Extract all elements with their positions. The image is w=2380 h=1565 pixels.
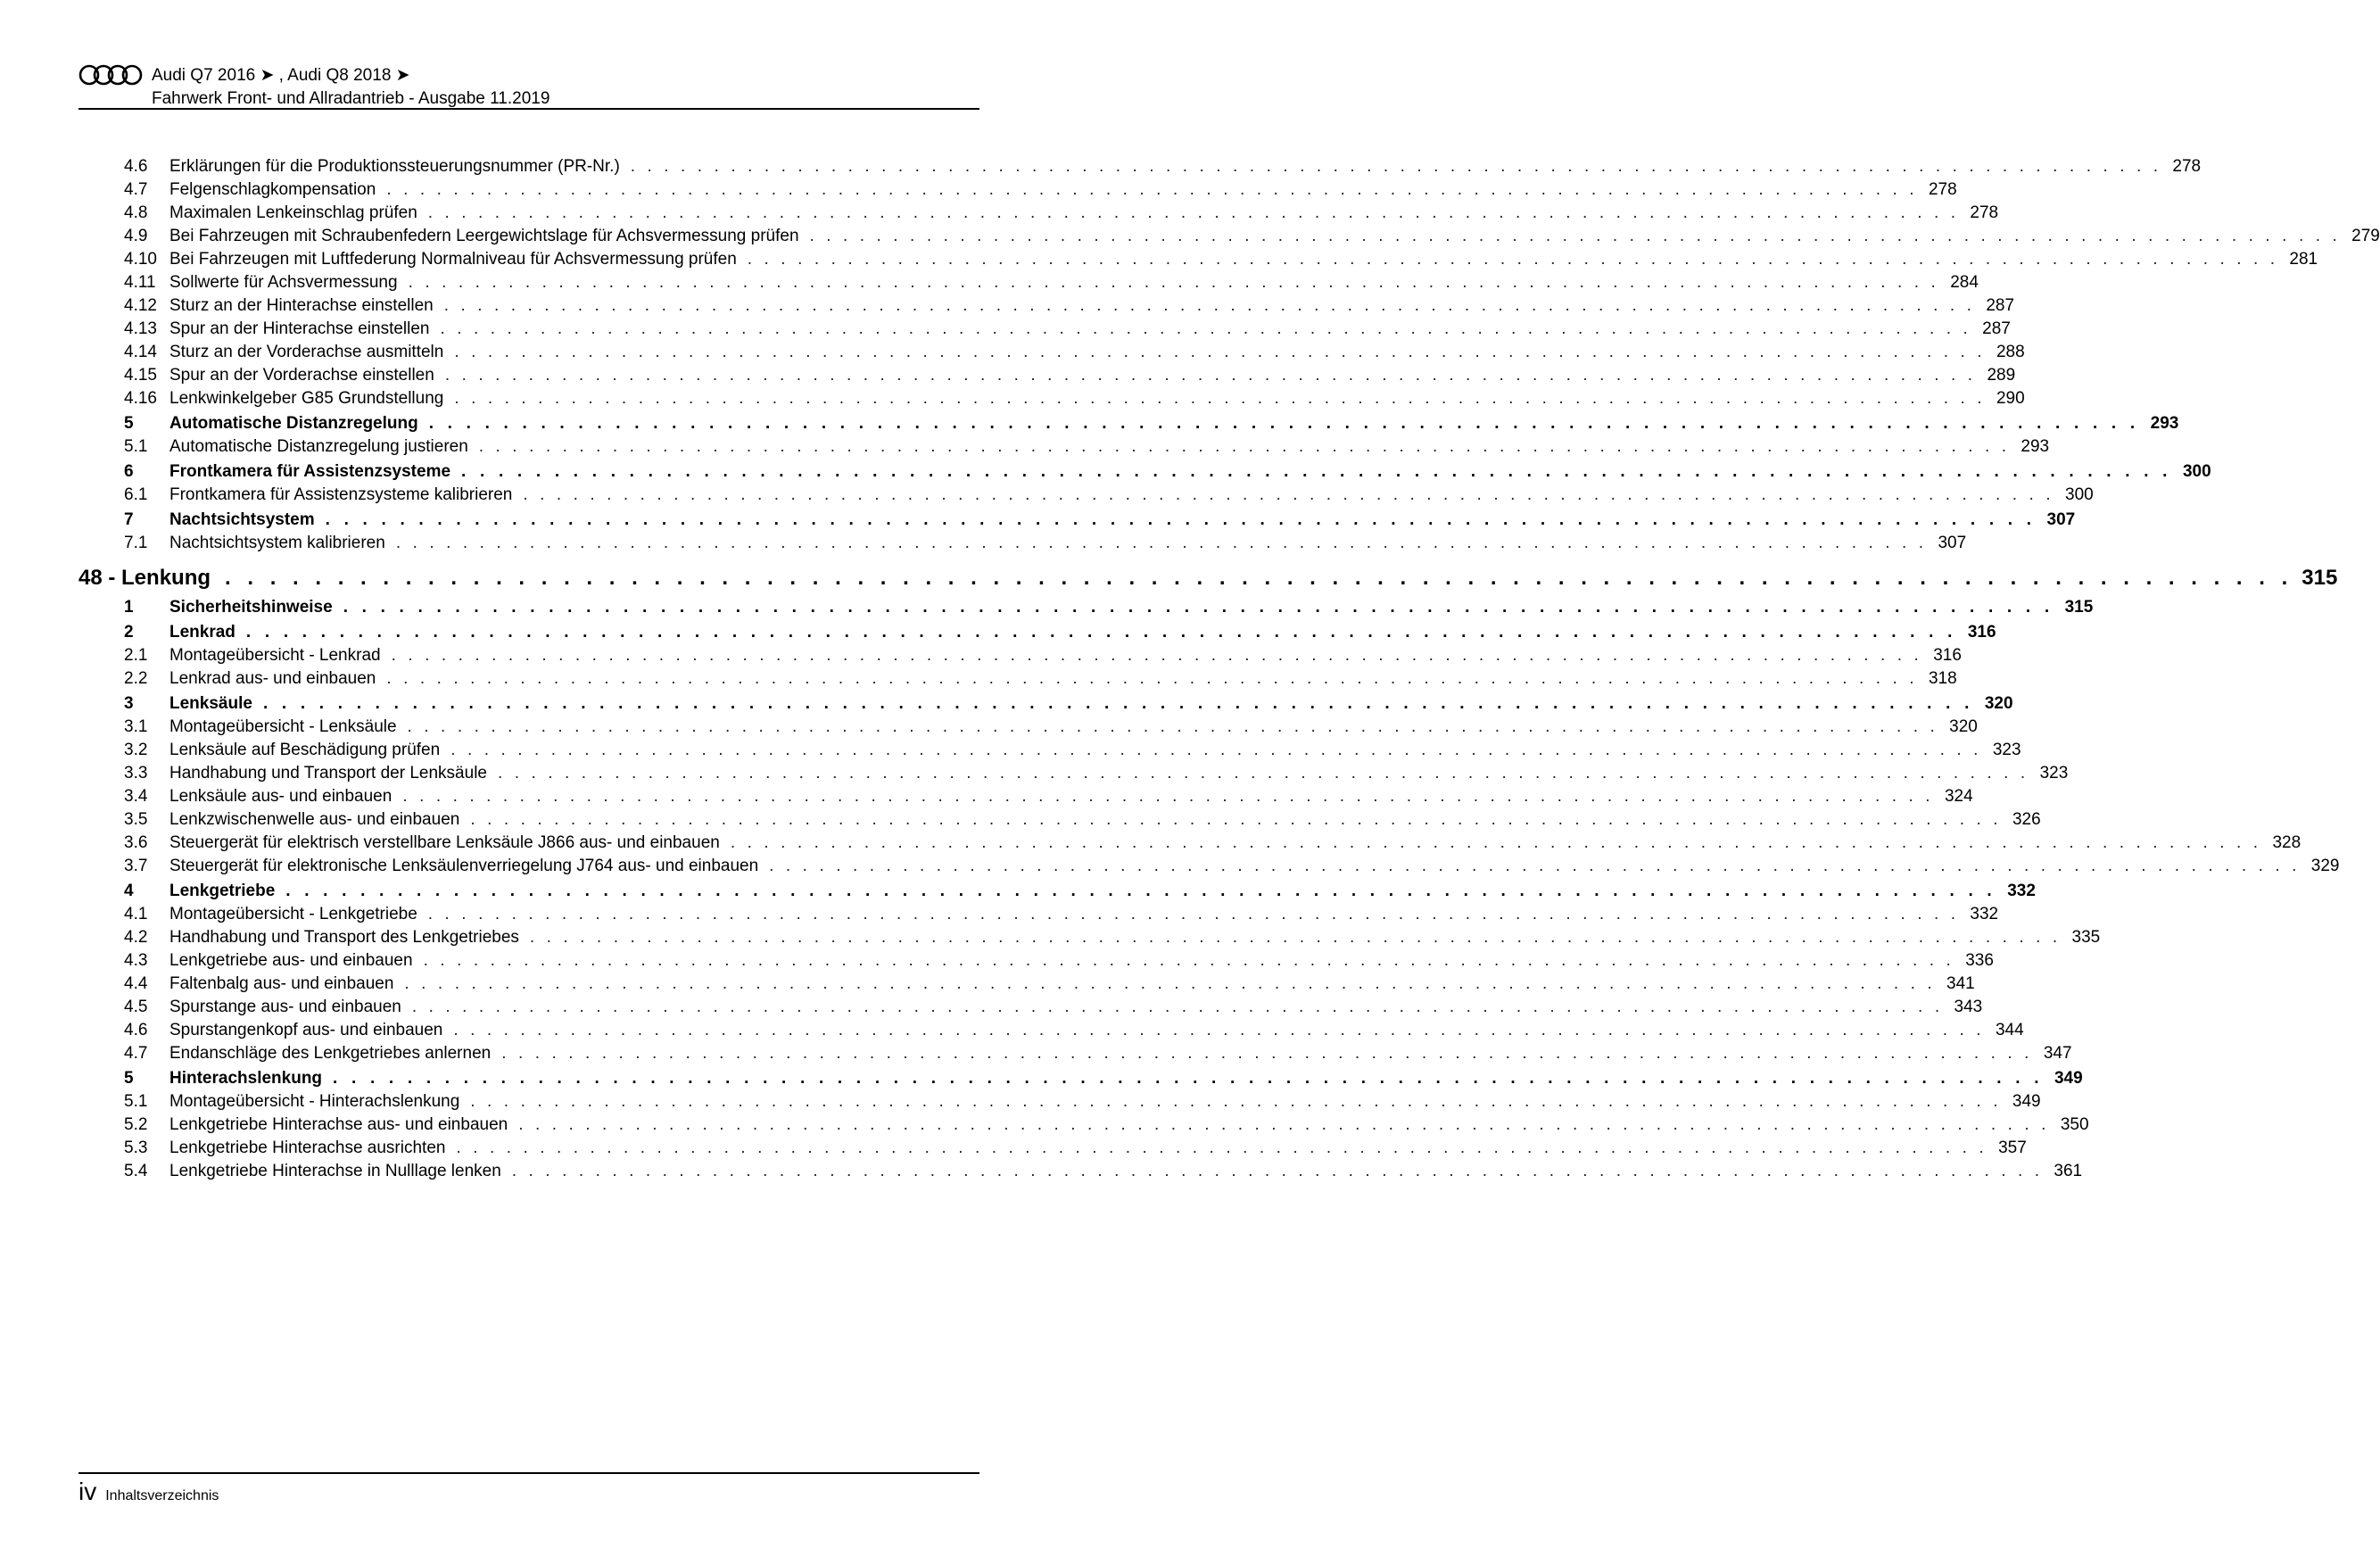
toc-leader-dots: . . . . . . . . . . . . . . . . . . . . . . . . . . . . . . . . . . . . . . . . . . . . . . . . . . . . . . . . . . . . . . . . . . . . . . . . . . . . . . . . . . . . . . . . . . . . — [333, 1069, 2044, 1088]
toc-entry-number: 4.7 — [124, 1044, 148, 1063]
toc-leader-dots: . . . . . . . . . . . . . . . . . . . . . . . . . . . . . . . . . . . . . . . . . . . . . . . . . . . . . . . . . . . . . . . . . . . . . . . . . . . . . . . . . . . . . . . . . . . . — [497, 764, 2029, 782]
toc-entry-page: 287 — [1982, 319, 2011, 338]
toc-leader-dots: . . . . . . . . . . . . . . . . . . . . . . . . . . . . . . . . . . . . . . . . . . . . . . . . . . . . . . . . . . . . . . . . . . . . . . . . . . . . . . . . . . . . . . . . . . . . — [411, 998, 1944, 1016]
toc-entry-page: 347 — [2043, 1044, 2072, 1063]
toc-entry-page: 287 — [1986, 296, 2015, 315]
toc-entry-page: 278 — [1928, 180, 1957, 199]
toc-entry-title: Maximalen Lenkeinschlag prüfen — [169, 203, 417, 222]
toc-leader-dots: . . . . . . . . . . . . . . . . . . . . . . . . . . . . . . . . . . . . . . . . . . . . . . . . . . . . . . . . . . . . . . . . . . . . . . . . . . . . . . . . . . . . . . . . . . . . — [428, 414, 2140, 433]
toc-leader-dots: . . . . . . . . . . . . . . . . . . . . . . . . . . . . . . . . . . . . . . . . . . . . . . . . . . . . . . . . . . . . . . . . . . . . . . . . . . . . . . . . . . . . . . . . . . . . — [444, 366, 1977, 385]
toc-entry-number: 4.7 — [124, 180, 148, 199]
toc-entry[interactable] — [79, 1160, 2083, 1183]
toc-entry-number: 4.4 — [124, 974, 148, 993]
toc-entry[interactable] — [79, 1114, 2089, 1137]
toc-entry-title: Sturz an der Hinterachse einstellen — [169, 296, 434, 315]
toc-leader-dots: . . . . . . . . . . . . . . . . . . . . . . . . . . . . . . . . . . . . . . . . . . . . . . . . . . . . . . . . . . . . . . . . . . . . . . . . . . . . . . . . . . . . . . . . . . . . — [450, 741, 1982, 759]
toc-entry[interactable] — [79, 387, 2025, 410]
toc-leader-dots: . . . . . . . . . . . . . . . . . . . . . . . . . . . . . . . . . . . . . . . . . . . . . . . . . . . . . . . . . . . . . . . . . . . . . . . . . . . . . . . . . . . . . . . . . . . . — [225, 566, 2293, 590]
toc-entry[interactable] — [79, 739, 2021, 762]
toc-leader-dots: . . . . . . . . . . . . . . . . . . . . . . . . . . . . . . . . . . . . . . . . . . . . . . . . . . . . . . . . . . . . . . . . . . . . . . . . . . . . . . . . . . . . . . . . . . . . — [809, 227, 2341, 245]
toc-leader-dots: . . . . . . . . . . . . . . . . . . . . . . . . . . . . . . . . . . . . . . . . . . . . . . . . . . . . . . . . . . . . . . . . . . . . . . . . . . . . . . . . . . . . . . . . . . . . — [478, 437, 2011, 456]
toc-entry[interactable] — [79, 644, 1962, 667]
toc-entry-title: Nachtsichtsystem — [169, 510, 315, 529]
toc-entry-number: 3 — [124, 694, 134, 713]
toc-leader-dots: . . . . . . . . . . . . . . . . . . . . . . . . . . . . . . . . . . . . . . . . . . . . . . . . . . . . . . . . . . . . . . . . . . . . . . . . . . . . . . . . . . . . . . . . . . . . — [470, 810, 2002, 829]
toc-entry-number: 4.3 — [124, 951, 148, 970]
toc-section[interactable] — [79, 410, 2179, 435]
toc-entry-title: Erklärungen für die Produktionssteuerungsnummer (PR-Nr.) — [169, 157, 620, 176]
toc-entry-number: 4.12 — [124, 296, 157, 315]
toc-leader-dots: . . . . . . . . . . . . . . . . . . . . . . . . . . . . . . . . . . . . . . . . . . . . . . . . . . . . . . . . . . . . . . . . . . . . . . . . . . . . . . . . . . . . . . . . . . . . — [427, 203, 1960, 222]
toc-entry-page: 284 — [1950, 273, 1979, 292]
toc-entry-page: 332 — [2007, 882, 2036, 900]
toc-entry-number: 6.1 — [124, 485, 148, 504]
toc-entry-title: Lenkgetriebe aus- und einbauen — [169, 951, 413, 970]
toc-entry-title: Lenksäule aus- und einbauen — [169, 787, 393, 806]
toc-entry-page: 293 — [2150, 414, 2179, 433]
toc-entry-title: Automatische Distanzregelung justieren — [169, 437, 468, 456]
toc-section[interactable] — [79, 507, 2076, 532]
toc-entry-page: 293 — [2021, 437, 2050, 456]
toc-entry[interactable] — [79, 832, 2301, 855]
toc-leader-dots: . . . . . . . . . . . . . . . . . . . . . . . . . . . . . . . . . . . . . . . . . . . . . . . . . . . . . . . . . . . . . . . . . . . . . . . . . . . . . . . . . . . . . . . . . . . . — [501, 1044, 2033, 1063]
toc-entry[interactable] — [79, 949, 1994, 973]
toc-entry-page: 278 — [1970, 203, 1999, 222]
toc-entry[interactable] — [79, 855, 2340, 878]
toc-entry-title: Nachtsichtsystem kalibrieren — [169, 534, 385, 552]
toc-entry-number: 4.13 — [124, 319, 157, 338]
toc-entry-number: 7 — [124, 510, 134, 529]
toc-leader-dots: . . . . . . . . . . . . . . . . . . . . . . . . . . . . . . . . . . . . . . . . . . . . . . . . . . . . . . . . . . . . . . . . . . . . . . . . . . . . . . . . . . . . . . . . . . . . — [407, 717, 1938, 736]
header-subtitle: Fahrwerk Front- und Allradantrieb - Ausgabe 11.2019 — [152, 89, 550, 108]
audi-rings-logo-icon — [79, 63, 143, 87]
toc-leader-dots: . . . . . . . . . . . . . . . . . . . . . . . . . . . . . . . . . . . . . . . . . . . . . . . . . . . . . . . . . . . . . . . . . . . . . . . . . . . . . . . . . . . . . . . . . . . . — [391, 646, 1922, 665]
toc-entry-number: 3.4 — [124, 787, 148, 806]
toc-leader-dots: . . . . . . . . . . . . . . . . . . . . . . . . . . . . . . . . . . . . . . . . . . . . . . . . . . . . . . . . . . . . . . . . . . . . . . . . . . . . . . . . . . . . . . . . . . . . — [456, 1139, 1987, 1157]
toc-entry[interactable] — [79, 996, 1983, 1019]
header-divider — [79, 108, 979, 110]
toc-leader-dots: . . . . . . . . . . . . . . . . . . . . . . . . . . . . . . . . . . . . . . . . . . . . . . . . . . . . . . . . . . . . . . . . . . . . . . . . . . . . . . . . . . . . . . . . . . . . — [769, 857, 2301, 875]
page-header — [79, 62, 979, 111]
toc-entry-number: 3.3 — [124, 764, 148, 782]
toc-entry-title: Bei Fahrzeugen mit Luftfederung Normalniveau für Achsvermessung prüfen — [169, 250, 737, 269]
toc-entry-title: Montageübersicht - Hinterachslenkung — [169, 1092, 460, 1111]
toc-entry-number: 4.11 — [124, 273, 156, 292]
toc-entry-number: 2 — [124, 623, 134, 642]
toc-entry-title: Montageübersicht - Lenkrad — [169, 646, 381, 665]
toc-entry-title: Lenkrad aus- und einbauen — [169, 669, 376, 688]
toc-entry-page: 343 — [1954, 998, 1983, 1016]
toc-entry-page: 320 — [1949, 717, 1978, 736]
table-of-contents — [79, 155, 2380, 1183]
header-row — [79, 62, 979, 87]
toc-entry-number: 7.1 — [124, 534, 148, 552]
toc-entry-number: 5.3 — [124, 1139, 148, 1157]
toc-entry-title: Lenkzwischenwelle aus- und einbauen — [169, 810, 460, 829]
toc-entry-title: Lenkgetriebe Hinterachse ausrichten — [169, 1139, 446, 1157]
toc-entry[interactable] — [79, 435, 2050, 459]
toc-leader-dots: . . . . . . . . . . . . . . . . . . . . . . . . . . . . . . . . . . . . . . . . . . . . . . . . . . . . . . . . . . . . . . . . . . . . . . . . . . . . . . . . . . . . . . . . . . . . — [427, 905, 1960, 923]
toc-entry[interactable] — [79, 532, 1967, 555]
toc-entry[interactable] — [79, 808, 2041, 832]
toc-entry-title: Montageübersicht - Lenkgetriebe — [169, 905, 417, 923]
toc-entry[interactable] — [79, 484, 2094, 507]
toc-entry-number: 4.8 — [124, 203, 148, 222]
toc-entry-number: 4.10 — [124, 250, 157, 269]
toc-entry-number: 4.1 — [124, 905, 148, 923]
toc-entry-page: 323 — [1992, 741, 2021, 759]
toc-entry[interactable] — [79, 762, 2069, 785]
footer-label: Inhaltsverzeichnis — [105, 1488, 219, 1503]
footer-divider — [79, 1472, 979, 1474]
toc-entry[interactable] — [79, 202, 1999, 225]
toc-section[interactable] — [79, 1065, 2083, 1090]
toc-entry-title: Frontkamera für Assistenzsysteme kalibrieren — [169, 485, 513, 504]
toc-entry-number: 5.2 — [124, 1115, 148, 1134]
toc-entry-title: Spurstange aus- und einbauen — [169, 998, 401, 1016]
toc-entry-page: 307 — [2046, 510, 2076, 529]
toc-leader-dots: . . . . . . . . . . . . . . . . . . . . . . . . . . . . . . . . . . . . . . . . . . . . . . . . . . . . . . . . . . . . . . . . . . . . . . . . . . . . . . . . . . . . . . . . . . . . — [404, 974, 1936, 993]
toc-section[interactable] — [79, 459, 2211, 484]
toc-entry-number: 5 — [124, 1069, 134, 1088]
toc-entry-page: 278 — [2172, 157, 2202, 176]
toc-leader-dots: . . . . . . . . . . . . . . . . . . . . . . . . . . . . . . . . . . . . . . . . . . . . . . . . . . . . . . . . . . . . . . . . . . . . . . . . . . . . . . . . . . . . . . . . . . . . — [454, 343, 1986, 361]
toc-leader-dots: . . . . . . . . . . . . . . . . . . . . . . . . . . . . . . . . . . . . . . . . . . . . . . . . . . . . . . . . . . . . . . . . . . . . . . . . . . . . . . . . . . . . . . . . . . . . — [454, 389, 1986, 408]
toc-entry-page: 332 — [1970, 905, 1999, 923]
toc-entry-number: 3.6 — [124, 833, 148, 852]
toc-entry-title: Frontkamera für Assistenzsysteme — [169, 462, 451, 481]
toc-entry-page: 349 — [2054, 1069, 2083, 1088]
footer-page-number: iv — [79, 1478, 97, 1505]
toc-section[interactable] — [79, 878, 2036, 903]
toc-leader-dots: . . . . . . . . . . . . . . . . . . . . . . . . . . . . . . . . . . . . . . . . . . . . . . . . . . . . . . . . . . . . . . . . . . . . . . . . . . . . . . . . . . . . . . . . . . . . — [285, 882, 1996, 900]
toc-entry-page: 357 — [1998, 1139, 2027, 1157]
toc-entry-page: 344 — [1995, 1021, 2024, 1039]
toc-entry[interactable] — [79, 903, 1999, 926]
toc-entry-title: Lenksäule — [169, 694, 252, 713]
toc-entry-title: Lenksäule auf Beschädigung prüfen — [169, 741, 441, 759]
toc-entry-number: 6 — [124, 462, 134, 481]
toc-entry[interactable] — [79, 248, 2318, 271]
toc-leader-dots: . . . . . . . . . . . . . . . . . . . . . . . . . . . . . . . . . . . . . . . . . . . . . . . . . . . . . . . . . . . . . . . . . . . . . . . . . . . . . . . . . . . . . . . . . . . . — [395, 534, 1928, 552]
toc-entry-title: Handhabung und Transport der Lenksäule — [169, 764, 487, 782]
toc-leader-dots: . . . . . . . . . . . . . . . . . . . . . . . . . . . . . . . . . . . . . . . . . . . . . . . . . . . . . . . . . . . . . . . . . . . . . . . . . . . . . . . . . . . . . . . . . . . . — [518, 1115, 2050, 1134]
toc-entry-title: Bei Fahrzeugen mit Schraubenfedern Leergewichtslage für Achsvermessung prüfen — [169, 227, 799, 245]
toc-entry-number: 3.1 — [124, 717, 148, 736]
toc-leader-dots: . . . . . . . . . . . . . . . . . . . . . . . . . . . . . . . . . . . . . . . . . . . . . . . . . . . . . . . . . . . . . . . . . . . . . . . . . . . . . . . . . . . . . . . . . . . . — [408, 273, 1939, 292]
toc-entry[interactable] — [79, 1019, 2024, 1042]
toc-leader-dots: . . . . . . . . . . . . . . . . . . . . . . . . . . . . . . . . . . . . . . . . . . . . . . . . . . . . . . . . . . . . . . . . . . . . . . . . . . . . . . . . . . . . . . . . . . . . — [386, 180, 1918, 199]
page-footer — [79, 1478, 219, 1506]
toc-entry-page: 316 — [1967, 623, 1996, 642]
toc-leader-dots: . . . . . . . . . . . . . . . . . . . . . . . . . . . . . . . . . . . . . . . . . . . . . . . . . . . . . . . . . . . . . . . . . . . . . . . . . . . . . . . . . . . . . . . . . . . . — [747, 250, 2279, 269]
toc-entry-page: 300 — [2065, 485, 2094, 504]
toc-entry-number: 4 — [124, 882, 134, 900]
toc-entry-number: 5.4 — [124, 1162, 148, 1180]
toc-chapter[interactable] — [79, 555, 2338, 594]
toc-leader-dots: . . . . . . . . . . . . . . . . . . . . . . . . . . . . . . . . . . . . . . . . . . . . . . . . . . . . . . . . . . . . . . . . . . . . . . . . . . . . . . . . . . . . . . . . . . . . — [511, 1162, 2044, 1180]
toc-leader-dots: . . . . . . . . . . . . . . . . . . . . . . . . . . . . . . . . . . . . . . . . . . . . . . . . . . . . . . . . . . . . . . . . . . . . . . . . . . . . . . . . . . . . . . . . . . . . — [470, 1092, 2002, 1111]
toc-entry-title: Montageübersicht - Lenksäule — [169, 717, 397, 736]
toc-leader-dots: . . . . . . . . . . . . . . . . . . . . . . . . . . . . . . . . . . . . . . . . . . . . . . . . . . . . . . . . . . . . . . . . . . . . . . . . . . . . . . . . . . . . . . . . . . . . — [440, 319, 1971, 338]
toc-entry-page: 324 — [1944, 787, 1973, 806]
toc-entry-title: Handhabung und Transport des Lenkgetriebes — [169, 928, 519, 947]
toc-entry-title: Sturz an der Vorderachse ausmitteln — [169, 343, 444, 361]
toc-entry-title: Spur an der Hinterachse einstellen — [169, 319, 430, 338]
toc-entry[interactable] — [79, 716, 1978, 739]
toc-entry-title: Hinterachslenkung — [169, 1069, 323, 1088]
toc-entry-title: Faltenbalg aus- und einbauen — [169, 974, 394, 993]
toc-entry-title: Endanschläge des Lenkgetriebes anlernen — [169, 1044, 492, 1063]
toc-entry-page: 320 — [1984, 694, 2013, 713]
toc-entry-page: 289 — [1987, 366, 2016, 385]
toc-entry[interactable] — [79, 178, 1957, 202]
toc-entry-title: Steuergerät für elektrisch verstellbare Lenksäule J866 aus- und einbauen — [169, 833, 720, 852]
toc-entry-page: 328 — [2272, 833, 2301, 852]
toc-entry-page: 329 — [2310, 857, 2340, 875]
toc-entry-title: Spur an der Vorderachse einstellen — [169, 366, 434, 385]
toc-entry-page: 288 — [1996, 343, 2025, 361]
toc-entry-number: 4.15 — [124, 366, 157, 385]
toc-entry-number: 2.1 — [124, 646, 148, 665]
toc-entry-number: 5 — [124, 414, 134, 433]
toc-entry-number: 3.5 — [124, 810, 148, 829]
toc-entry-number: 3.7 — [124, 857, 148, 875]
toc-entry-page: 350 — [2060, 1115, 2089, 1134]
toc-entry[interactable] — [79, 318, 2011, 341]
toc-section[interactable] — [79, 619, 1996, 644]
toc-leader-dots: . . . . . . . . . . . . . . . . . . . . . . . . . . . . . . . . . . . . . . . . . . . . . . . . . . . . . . . . . . . . . . . . . . . . . . . . . . . . . . . . . . . . . . . . . . . . — [423, 951, 1954, 970]
toc-entry-number: 4.6 — [124, 157, 148, 176]
toc-entry-page: 318 — [1928, 669, 1957, 688]
toc-entry-number: 4.9 — [124, 227, 148, 245]
toc-entry-page: 341 — [1946, 974, 1975, 993]
toc-entry[interactable] — [79, 225, 2380, 248]
toc-entry-page: 316 — [1933, 646, 1962, 665]
toc-entry-number: 5.1 — [124, 1092, 148, 1111]
toc-entry-title: Lenkgetriebe — [169, 882, 276, 900]
toc-entry-title: Felgenschlagkompensation — [169, 180, 376, 199]
toc-leader-dots: . . . . . . . . . . . . . . . . . . . . . . . . . . . . . . . . . . . . . . . . . . . . . . . . . . . . . . . . . . . . . . . . . . . . . . . . . . . . . . . . . . . . . . . . . . . . — [386, 669, 1918, 688]
toc-entry[interactable] — [79, 973, 1975, 996]
toc-leader-dots: . . . . . . . . . . . . . . . . . . . . . . . . . . . . . . . . . . . . . . . . . . . . . . . . . . . . . . . . . . . . . . . . . . . . . . . . . . . . . . . . . . . . . . . . . . . . — [402, 787, 1934, 806]
toc-entry-title: Lenkrad — [169, 623, 236, 642]
toc-entry-number: 5.1 — [124, 437, 148, 456]
toc-entry-title: Lenkgetriebe Hinterachse aus- und einbauen — [169, 1115, 508, 1134]
toc-entry-page: 290 — [1996, 389, 2025, 408]
toc-entry[interactable] — [79, 271, 1979, 294]
toc-leader-dots: . . . . . . . . . . . . . . . . . . . . . . . . . . . . . . . . . . . . . . . . . . . . . . . . . . . . . . . . . . . . . . . . . . . . . . . . . . . . . . . . . . . . . . . . . . . . — [443, 296, 1976, 315]
toc-entry-page: 307 — [1938, 534, 1967, 552]
toc-entry-number: 4.2 — [124, 928, 148, 947]
toc-leader-dots: . . . . . . . . . . . . . . . . . . . . . . . . . . . . . . . . . . . . . . . . . . . . . . . . . . . . . . . . . . . . . . . . . . . . . . . . . . . . . . . . . . . . . . . . . . . . — [453, 1021, 1985, 1039]
toc-entry-page: 279 — [2351, 227, 2380, 245]
toc-entry[interactable] — [79, 1042, 2072, 1065]
toc-entry[interactable] — [79, 294, 2015, 318]
toc-entry-page: 361 — [2054, 1162, 2083, 1180]
toc-entry-number: 1 — [124, 598, 134, 617]
toc-entry-page: 335 — [2071, 928, 2101, 947]
toc-entry[interactable] — [79, 1137, 2027, 1160]
toc-entry-title: Steuergerät für elektronische Lenksäulenverriegelung J764 aus- und einbauen — [169, 857, 759, 875]
toc-entry-title: Spurstangenkopf aus- und einbauen — [169, 1021, 443, 1039]
toc-entry[interactable] — [79, 155, 2202, 178]
toc-entry-number: 3.2 — [124, 741, 148, 759]
toc-leader-dots: . . . . . . . . . . . . . . . . . . . . . . . . . . . . . . . . . . . . . . . . . . . . . . . . . . . . . . . . . . . . . . . . . . . . . . . . . . . . . . . . . . . . . . . . . . . . — [325, 510, 2037, 529]
toc-entry[interactable] — [79, 341, 2025, 364]
toc-entry-title: 48 - Lenkung — [79, 566, 211, 590]
toc-entry-page: 300 — [2182, 462, 2211, 481]
toc-leader-dots: . . . . . . . . . . . . . . . . . . . . . . . . . . . . . . . . . . . . . . . . . . . . . . . . . . . . . . . . . . . . . . . . . . . . . . . . . . . . . . . . . . . . . . . . . . . . — [245, 623, 1957, 642]
toc-entry-title: Lenkgetriebe Hinterachse in Nulllage lenken — [169, 1162, 501, 1180]
toc-leader-dots: . . . . . . . . . . . . . . . . . . . . . . . . . . . . . . . . . . . . . . . . . . . . . . . . . . . . . . . . . . . . . . . . . . . . . . . . . . . . . . . . . . . . . . . . . . . . — [630, 157, 2162, 176]
toc-entry[interactable] — [79, 785, 1973, 808]
toc-entry[interactable] — [79, 926, 2101, 949]
toc-entry-page: 336 — [1965, 951, 1994, 970]
toc-entry-title: Automatische Distanzregelung — [169, 414, 418, 433]
toc-entry-number: 4.5 — [124, 998, 148, 1016]
toc-leader-dots: . . . . . . . . . . . . . . . . . . . . . . . . . . . . . . . . . . . . . . . . . . . . . . . . . . . . . . . . . . . . . . . . . . . . . . . . . . . . . . . . . . . . . . . . . . . . — [529, 928, 2062, 947]
toc-leader-dots: . . . . . . . . . . . . . . . . . . . . . . . . . . . . . . . . . . . . . . . . . . . . . . . . . . . . . . . . . . . . . . . . . . . . . . . . . . . . . . . . . . . . . . . . . . . . — [461, 462, 2172, 481]
toc-entry-number: 4.6 — [124, 1021, 148, 1039]
toc-entry-page: 315 — [2064, 598, 2094, 617]
toc-entry-title: Sicherheitshinweise — [169, 598, 333, 617]
toc-section[interactable] — [79, 594, 2094, 619]
toc-entry[interactable] — [79, 667, 1957, 691]
toc-entry-number: 4.16 — [124, 389, 157, 408]
toc-leader-dots: . . . . . . . . . . . . . . . . . . . . . . . . . . . . . . . . . . . . . . . . . . . . . . . . . . . . . . . . . . . . . . . . . . . . . . . . . . . . . . . . . . . . . . . . . . . . — [523, 485, 2054, 504]
toc-entry-number: 2.2 — [124, 669, 148, 688]
toc-entry-page: 281 — [2289, 250, 2318, 269]
toc-entry-page: 315 — [2301, 566, 2338, 590]
toc-leader-dots: . . . . . . . . . . . . . . . . . . . . . . . . . . . . . . . . . . . . . . . . . . . . . . . . . . . . . . . . . . . . . . . . . . . . . . . . . . . . . . . . . . . . . . . . . . . . — [730, 833, 2262, 852]
toc-leader-dots: . . . . . . . . . . . . . . . . . . . . . . . . . . . . . . . . . . . . . . . . . . . . . . . . . . . . . . . . . . . . . . . . . . . . . . . . . . . . . . . . . . . . . . . . . . . . — [262, 694, 1974, 713]
toc-section[interactable] — [79, 691, 2013, 716]
toc-entry-number: 4.14 — [124, 343, 157, 361]
toc-entry[interactable] — [79, 1090, 2041, 1114]
toc-entry-page: 349 — [2012, 1092, 2041, 1111]
header-vehicle-title: Audi Q7 2016 ➤ , Audi Q8 2018 ➤ — [152, 65, 410, 85]
toc-entry-title: Sollwerte für Achsvermessung — [169, 273, 398, 292]
toc-entry-title: Lenkwinkelgeber G85 Grundstellung — [169, 389, 444, 408]
toc-entry-page: 326 — [2012, 810, 2041, 829]
toc-entry-page: 323 — [2039, 764, 2069, 782]
toc-leader-dots: . . . . . . . . . . . . . . . . . . . . . . . . . . . . . . . . . . . . . . . . . . . . . . . . . . . . . . . . . . . . . . . . . . . . . . . . . . . . . . . . . . . . . . . . . . . . — [343, 598, 2054, 617]
toc-entry[interactable] — [79, 364, 2016, 387]
